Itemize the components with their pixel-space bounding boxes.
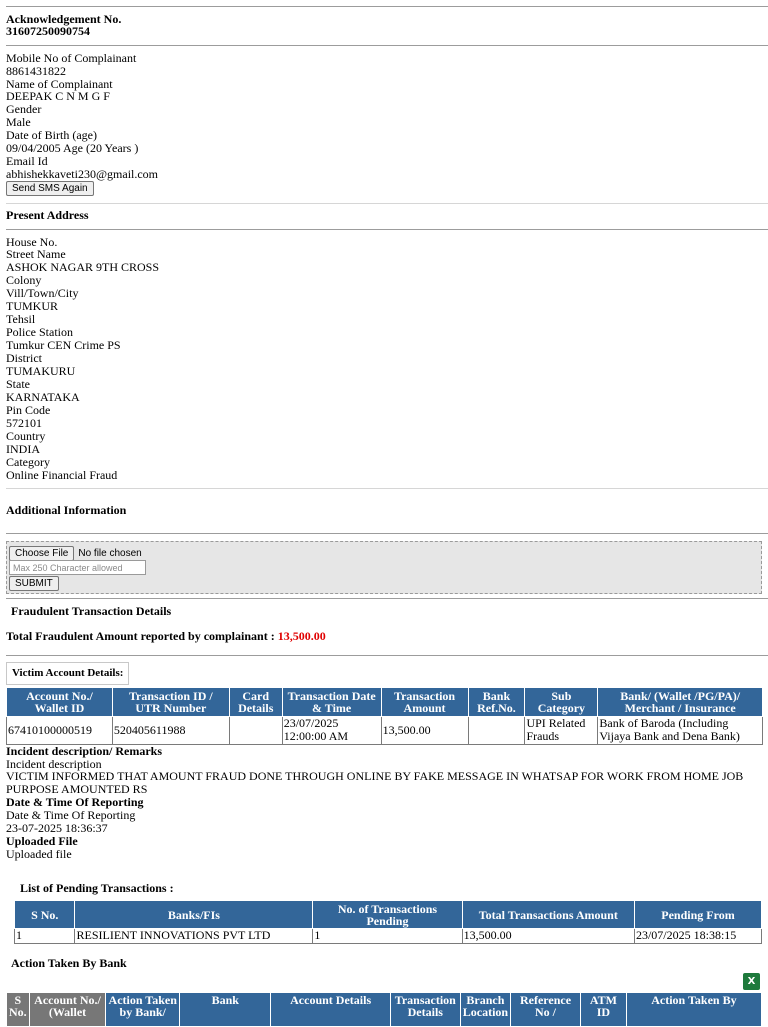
gender-label: Gender [6,102,42,116]
gender-value: Male [6,115,31,129]
table-header-row [7,688,763,717]
pending-table [14,900,762,944]
col-pending-from: Pending From [634,901,761,929]
divider [6,598,768,599]
col-sub-category: Sub Category [525,688,598,717]
table-row [15,929,762,944]
incident-heading: Incident description/ Remarks [6,744,162,758]
victim-account-heading: Victim Account Details: [6,662,129,685]
pending-heading: List of Pending Transactions : [20,881,174,895]
mobile-label: Mobile No of Complainant [6,51,137,65]
cell-bank: RESILIENT INNOVATIONS PVT LTD [75,929,313,944]
city-value: TUMKUR [6,299,59,313]
col-account-details: Account Details [271,993,390,1027]
pin-label: Pin Code [6,403,51,417]
divider [6,203,768,204]
email-label: Email Id [6,154,48,168]
cell-sub-category [525,717,598,745]
cell-bank [598,717,763,745]
incident-text-line: VICTIM INFORMED THAT AMOUNT FRAUD DONE THROUGH ONLINE BY FAKE MESSAGE IN WHATSAP FOR WORK FROM HOME JOB [6,769,744,783]
fraud-heading: Fraudulent Transaction Details [11,604,172,618]
ack-value: 31607250090754 [6,24,90,38]
col-txn-date: Transaction Date & Time [282,688,381,717]
cell-date: 23/07/2025 18:38:15 [634,929,761,944]
col-bank-ref: Bank Ref.No. [468,688,525,717]
action-heading: Action Taken By Bank [11,956,127,970]
victim-account-table [6,687,763,745]
cell-sno: 1 [15,929,75,944]
divider [6,229,768,230]
col-txn-pending: No. of Transactions Pending [313,901,462,929]
house-label: House No. [6,235,58,249]
excel-export-icon[interactable]: X [743,973,760,990]
district-label: District [6,351,42,365]
col-action-by: Action Taken By [626,993,761,1027]
cell-sub-line: UPI Related [526,716,586,730]
total-fraud-value: 13,500.00 [277,629,326,643]
divider [6,533,768,534]
email-value: abhishekkaveti230@gmail.com [6,167,159,181]
cell-bank-line: Bank of Baroda (Including [599,716,729,730]
col-account: Account No./ Wallet ID [7,688,113,717]
category-value: Online Financial Fraud [6,468,118,482]
state-label: State [6,377,30,391]
cell-bank-ref [468,717,525,745]
incident-label: Incident description [6,757,102,771]
divider [6,655,768,656]
cell-time-line: 12:00:00 AM [283,729,349,743]
uploaded-file-label: Uploaded file [6,847,72,861]
divider [6,488,768,489]
col-txn-id: Transaction ID / UTR Number [112,688,229,717]
tehsil-label: Tehsil [6,312,36,326]
col-total-amount: Total Transactions Amount [462,901,634,929]
file-picker [9,546,142,561]
police-label: Police Station [6,325,73,339]
cell-txn-date [282,717,381,745]
cell-txn-id: 520405611988 [112,717,229,745]
col-account: Account No./ (Wallet [29,993,106,1027]
city-label: Vill/Town/City [6,286,79,300]
action-table [6,992,762,1027]
country-label: Country [6,429,46,443]
col-amount: Transaction Amount [381,688,468,717]
cell-count: 1 [313,929,462,944]
total-fraud-label: Total Fraudulent Amount reported by complainant : [6,629,275,643]
cell-amount: 13,500.00 [462,929,634,944]
cell-account: 67410100000519 [7,717,113,745]
table-header-row [15,901,762,929]
dob-label: Date of Birth (age) [6,128,97,142]
col-branch: Branch Location [460,993,510,1027]
col-card: Card Details [229,688,282,717]
col-bank: Bank [180,993,271,1027]
name-label: Name of Complainant [6,77,113,91]
dob-value: 09/04/2005 Age (20 Years ) [6,141,139,155]
colony-label: Colony [6,273,42,287]
send-sms-button[interactable]: Send SMS Again [6,181,94,196]
reporting-label: Date & Time Of Reporting [6,808,136,822]
additional-info-heading: Additional Information [6,503,127,517]
state-value: KARNATAKA [6,390,80,404]
reporting-value: 23-07-2025 18:36:37 [6,821,108,835]
district-value: TUMAKURU [6,364,76,378]
choose-file-button[interactable]: Choose File [9,546,74,561]
divider [6,45,768,46]
col-action: Action Taken by Bank/ [106,993,180,1027]
name-value: DEEPAK C N M G F [6,89,110,103]
total-fraud-line [6,630,326,643]
no-file-label: No file chosen [78,548,142,559]
incident-text-line: PURPOSE AMOUNTED RS [6,782,148,796]
cell-amount: 13,500.00 [381,717,468,745]
col-transaction-details: Transaction Details [390,993,460,1027]
col-reference: Reference No / [511,993,581,1027]
mobile-value: 8861431822 [6,64,66,78]
submit-button[interactable]: SUBMIT [9,576,59,591]
divider [6,6,768,7]
reporting-heading: Date & Time Of Reporting [6,795,144,809]
ack-label: Acknowledgement No. [6,12,122,26]
col-atm: ATM ID [580,993,626,1027]
col-sno: S No. [7,993,30,1027]
street-value: ASHOK NAGAR 9TH CROSS [6,260,160,274]
uploaded-file-heading: Uploaded File [6,834,78,848]
col-sno: S No. [15,901,75,929]
additional-info-input[interactable] [9,560,146,575]
pin-value: 572101 [6,416,42,430]
category-label: Category [6,455,50,469]
cell-sub-line: Frauds [526,729,560,743]
table-header-row [7,993,762,1027]
country-value: INDIA [6,442,40,456]
col-bank: Bank/ (Wallet /PG/PA)/ Merchant / Insurance [598,688,763,717]
street-label: Street Name [6,247,66,261]
col-banks: Banks/FIs [75,901,313,929]
cell-bank-line: Vijaya Bank and Dena Bank) [599,729,740,743]
additional-info-form [6,541,762,594]
table-row [7,717,763,745]
present-address-heading: Present Address [6,208,89,222]
police-value: Tumkur CEN Crime PS [6,338,121,352]
cell-card [229,717,282,745]
cell-date-line: 23/07/2025 [283,716,339,730]
